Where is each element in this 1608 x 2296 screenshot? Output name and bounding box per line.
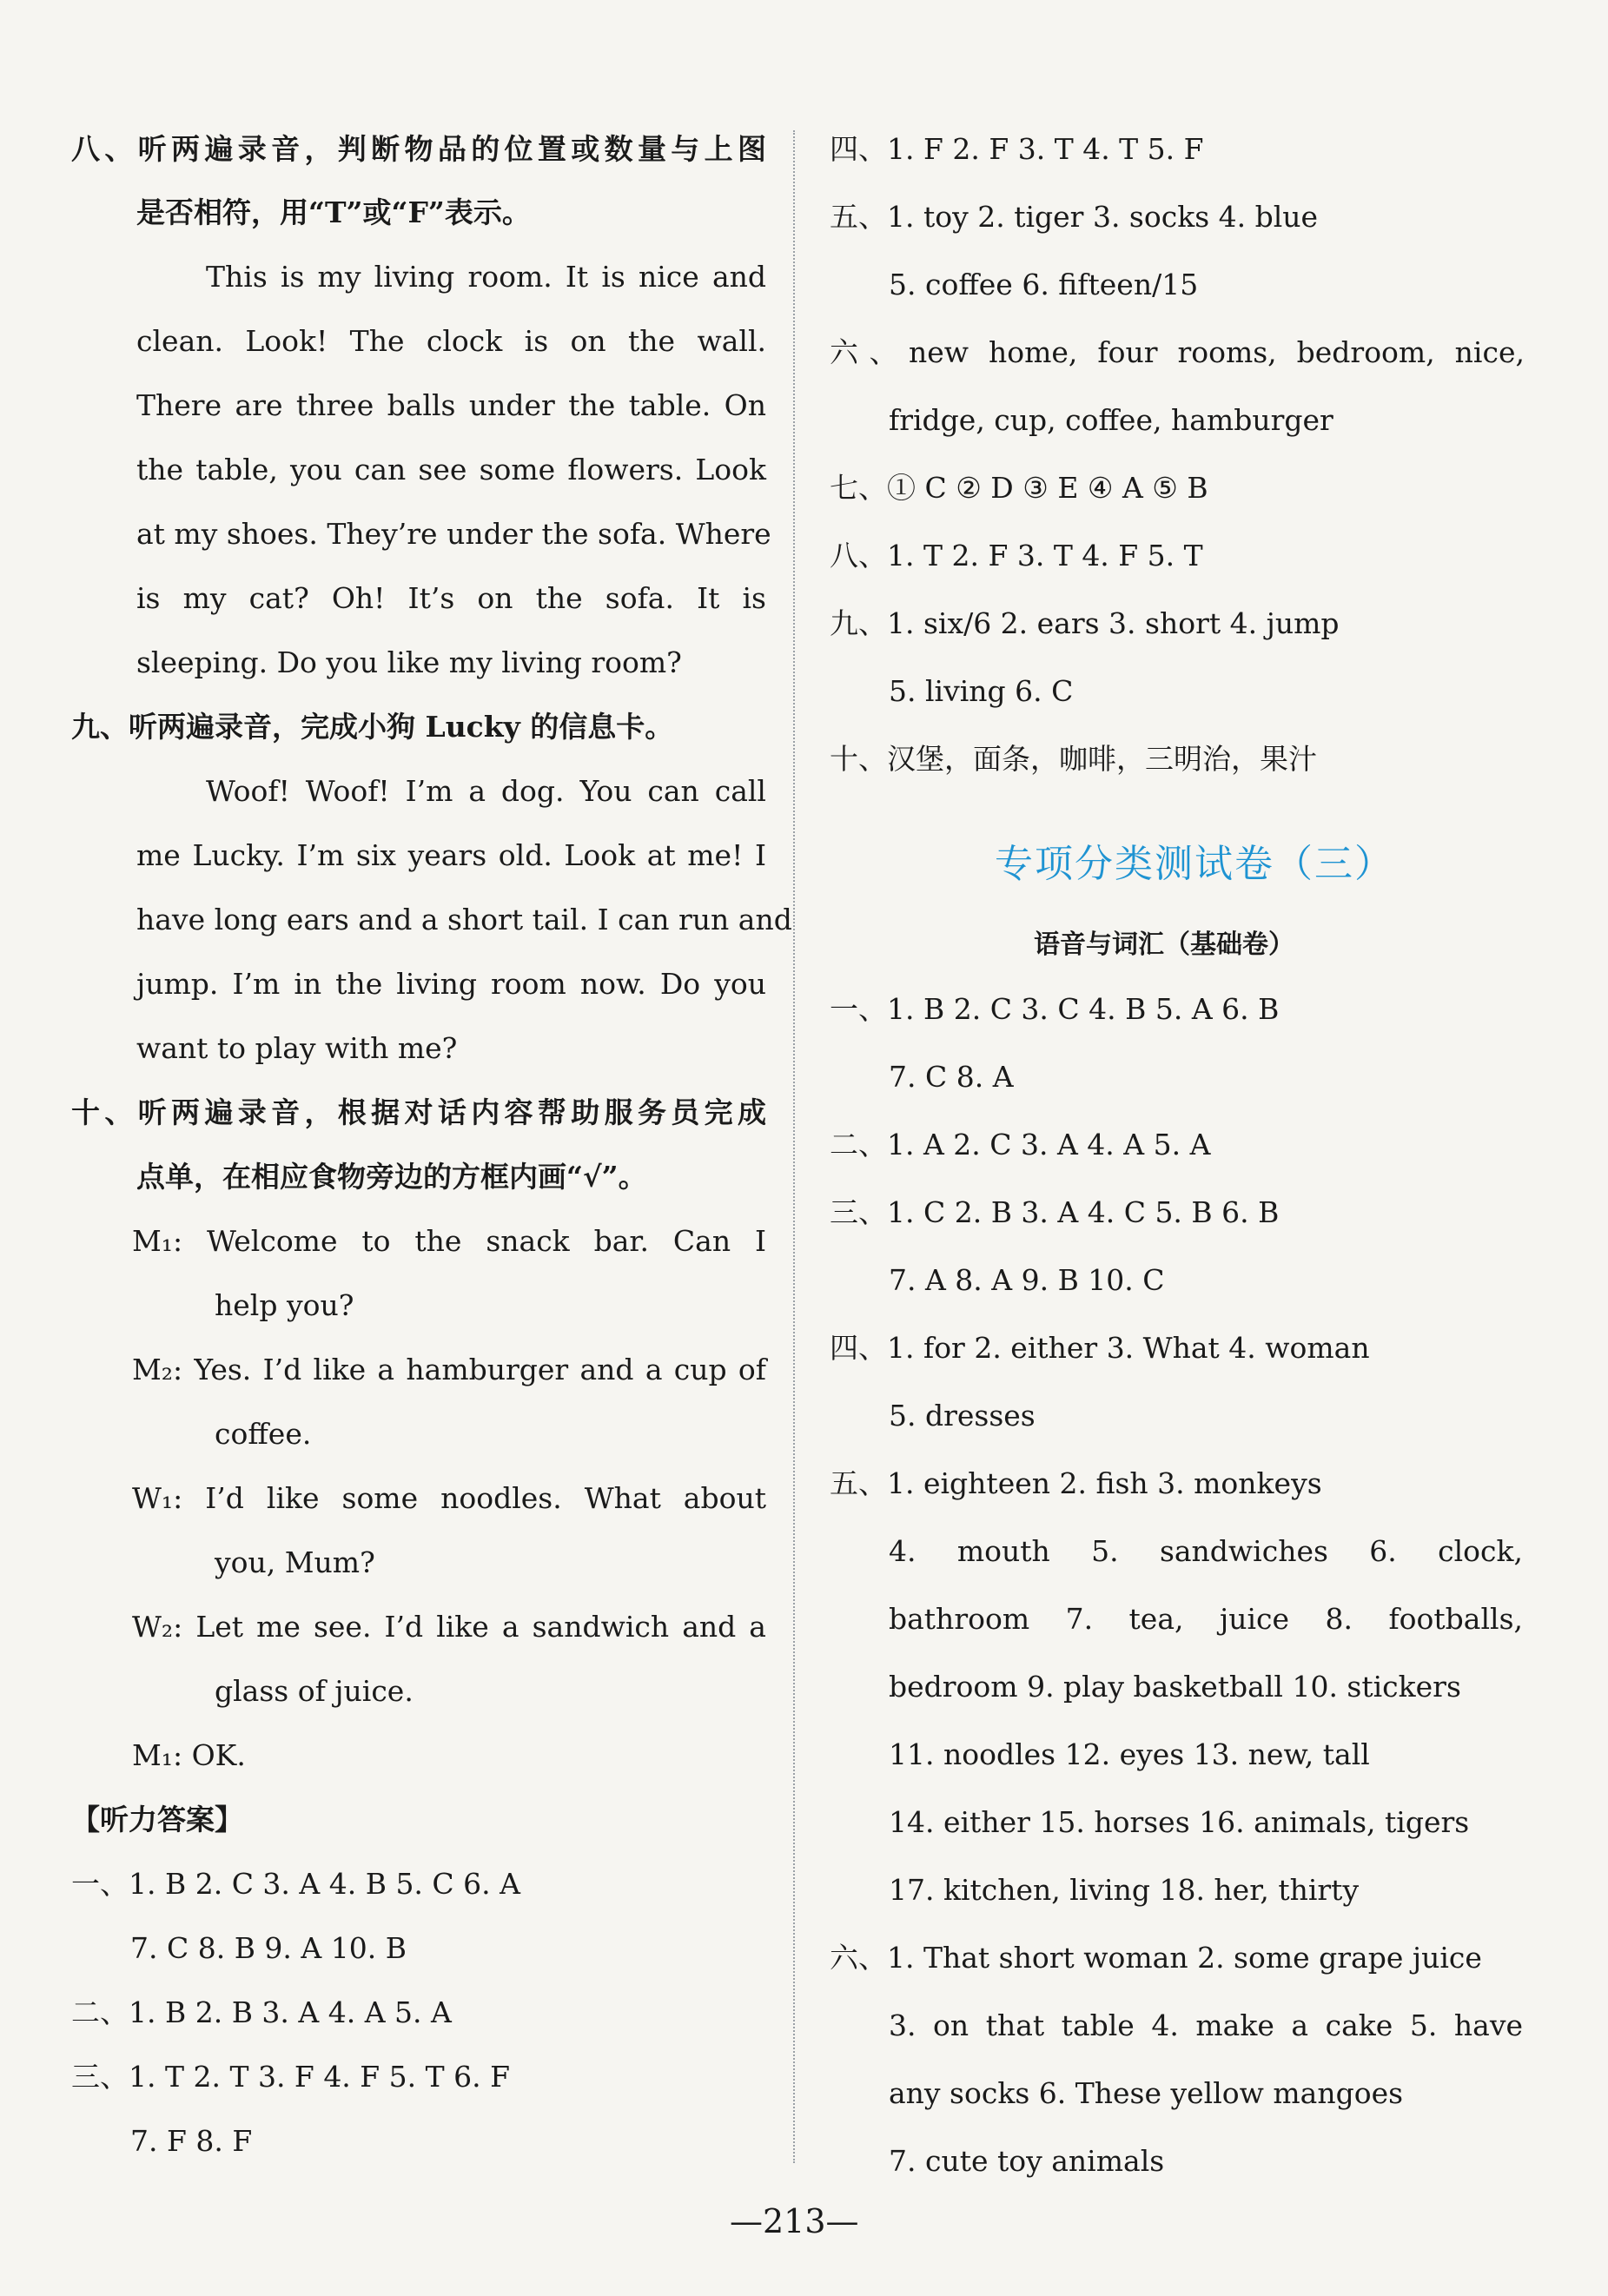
- question-heading: 【听力答案】: [71, 1803, 243, 1836]
- text-line: you, Mum?: [215, 1545, 375, 1579]
- text-line: 一、1. B 2. C 3. A 4. B 5. C 6. A: [71, 1867, 520, 1901]
- text-line: 五、1. eighteen 2. fish 3. monkeys: [830, 1466, 1322, 1500]
- text-line: M₁: OK.: [132, 1738, 246, 1772]
- text-line: sleeping. Do you like my living room?: [136, 645, 682, 679]
- text-line: 3. on that table 4. make a cake 5. have: [889, 2008, 1523, 2042]
- text-line: jump. I’m in the living room now. Do you: [136, 967, 766, 1001]
- column-divider: [793, 130, 795, 2163]
- text-line: 7. A 8. A 9. B 10. C: [889, 1263, 1165, 1297]
- text-line: 7. C 8. A: [889, 1060, 1014, 1094]
- text-line: 三、1. T 2. T 3. F 4. F 5. T 6. F: [71, 2060, 511, 2094]
- text-line: 四、1. for 2. either 3. What 4. woman: [830, 1331, 1370, 1365]
- text-line: 八、1. T 2. F 3. T 4. F 5. T: [830, 539, 1203, 572]
- text-line: 三、1. C 2. B 3. A 4. C 5. B 6. B: [830, 1195, 1280, 1229]
- text-line: any socks 6. These yellow mangoes: [889, 2076, 1404, 2110]
- text-line: at my shoes. They’re under the sofa. Where: [136, 517, 771, 551]
- text-line: 7. cute toy animals: [889, 2144, 1165, 2178]
- text-line: bedroom 9. play basketball 10. stickers: [889, 1670, 1461, 1704]
- text-line: coffee.: [215, 1417, 312, 1451]
- text-line: 七、① C ② D ③ E ④ A ⑤ B: [830, 471, 1208, 505]
- text-line: 5. dresses: [889, 1399, 1036, 1433]
- text-line: 九、1. six/6 2. ears 3. short 4. jump: [830, 606, 1340, 640]
- question-heading: 点单，在相应食物旁边的方框内画“√”。: [136, 1160, 647, 1194]
- text-line: 二、1. A 2. C 3. A 4. A 5. A: [830, 1128, 1211, 1161]
- text-line: W₁: I’d like some noodles. What about: [132, 1481, 766, 1515]
- text-line: M₂: Yes. I’d like a hamburger and a cup of: [132, 1353, 766, 1386]
- question-heading: 是否相符，用“T”或“F”表示。: [136, 195, 531, 229]
- text-line: There are three balls under the table. On: [136, 388, 766, 422]
- question-heading: 十、听两遍录音，根据对话内容帮助服务员完成: [71, 1095, 766, 1129]
- text-line: glass of juice.: [215, 1674, 414, 1708]
- text-line: 二、1. B 2. B 3. A 4. A 5. A: [71, 1995, 452, 2029]
- text-line: help you?: [215, 1288, 354, 1322]
- text-line: have long ears and a short tail. I can run and: [136, 903, 792, 936]
- page-number: —213—: [730, 2202, 859, 2240]
- text-line: 六、1. That short woman 2. some grape juice: [830, 1941, 1482, 1975]
- text-line: 十、汉堡，面条，咖啡，三明治，果汁: [830, 742, 1317, 776]
- text-line: 一、1. B 2. C 3. C 4. B 5. A 6. B: [830, 992, 1280, 1026]
- question-heading: 八、听两遍录音，判断物品的位置或数量与上图: [71, 132, 766, 166]
- text-line: W₂: Let me see. I’d like a sandwich and a: [132, 1610, 766, 1644]
- text-line: is my cat? Oh! It’s on the sofa. It is: [136, 581, 766, 615]
- section-title: 专项分类测试卷（三）: [995, 842, 1394, 886]
- text-line: 五、1. toy 2. tiger 3. socks 4. blue: [830, 200, 1319, 234]
- text-line: 5. coffee 6. fifteen/15: [889, 268, 1199, 301]
- text-line: This is my living room. It is nice and: [206, 260, 766, 294]
- text-line: Woof! Woof! I’m a dog. You can call: [206, 774, 766, 808]
- text-line: 4. mouth 5. sandwiches 6. clock,: [889, 1534, 1523, 1568]
- text-line: 14. either 15. horses 16. animals, tigers: [889, 1805, 1470, 1839]
- text-line: 5. living 6. C: [889, 674, 1074, 708]
- text-line: 17. kitchen, living 18. her, thirty: [889, 1873, 1360, 1907]
- question-heading: 九、听两遍录音，完成小狗 Lucky 的信息卡。: [71, 710, 674, 744]
- text-line: 7. C 8. B 9. A 10. B: [130, 1931, 407, 1965]
- text-line: fridge, cup, coffee, hamburger: [889, 403, 1333, 437]
- text-line: 7. F 8. F: [130, 2124, 253, 2158]
- text-line: 六、new home, four rooms, bedroom, nice,: [830, 335, 1525, 369]
- text-line: bathroom 7. tea, juice 8. footballs,: [889, 1602, 1523, 1636]
- text-line: clean. Look! The clock is on the wall.: [136, 324, 766, 358]
- text-line: 四、1. F 2. F 3. T 4. T 5. F: [830, 132, 1204, 166]
- section-subtitle: 语音与词汇（基础卷）: [1034, 930, 1294, 960]
- text-line: M₁: Welcome to the snack bar. Can I: [132, 1224, 766, 1258]
- text-line: want to play with me?: [136, 1031, 458, 1065]
- text-line: the table, you can see some flowers. Look: [136, 453, 766, 486]
- text-line: me Lucky. I’m six years old. Look at me! I: [136, 838, 766, 872]
- text-line: 11. noodles 12. eyes 13. new, tall: [889, 1737, 1370, 1771]
